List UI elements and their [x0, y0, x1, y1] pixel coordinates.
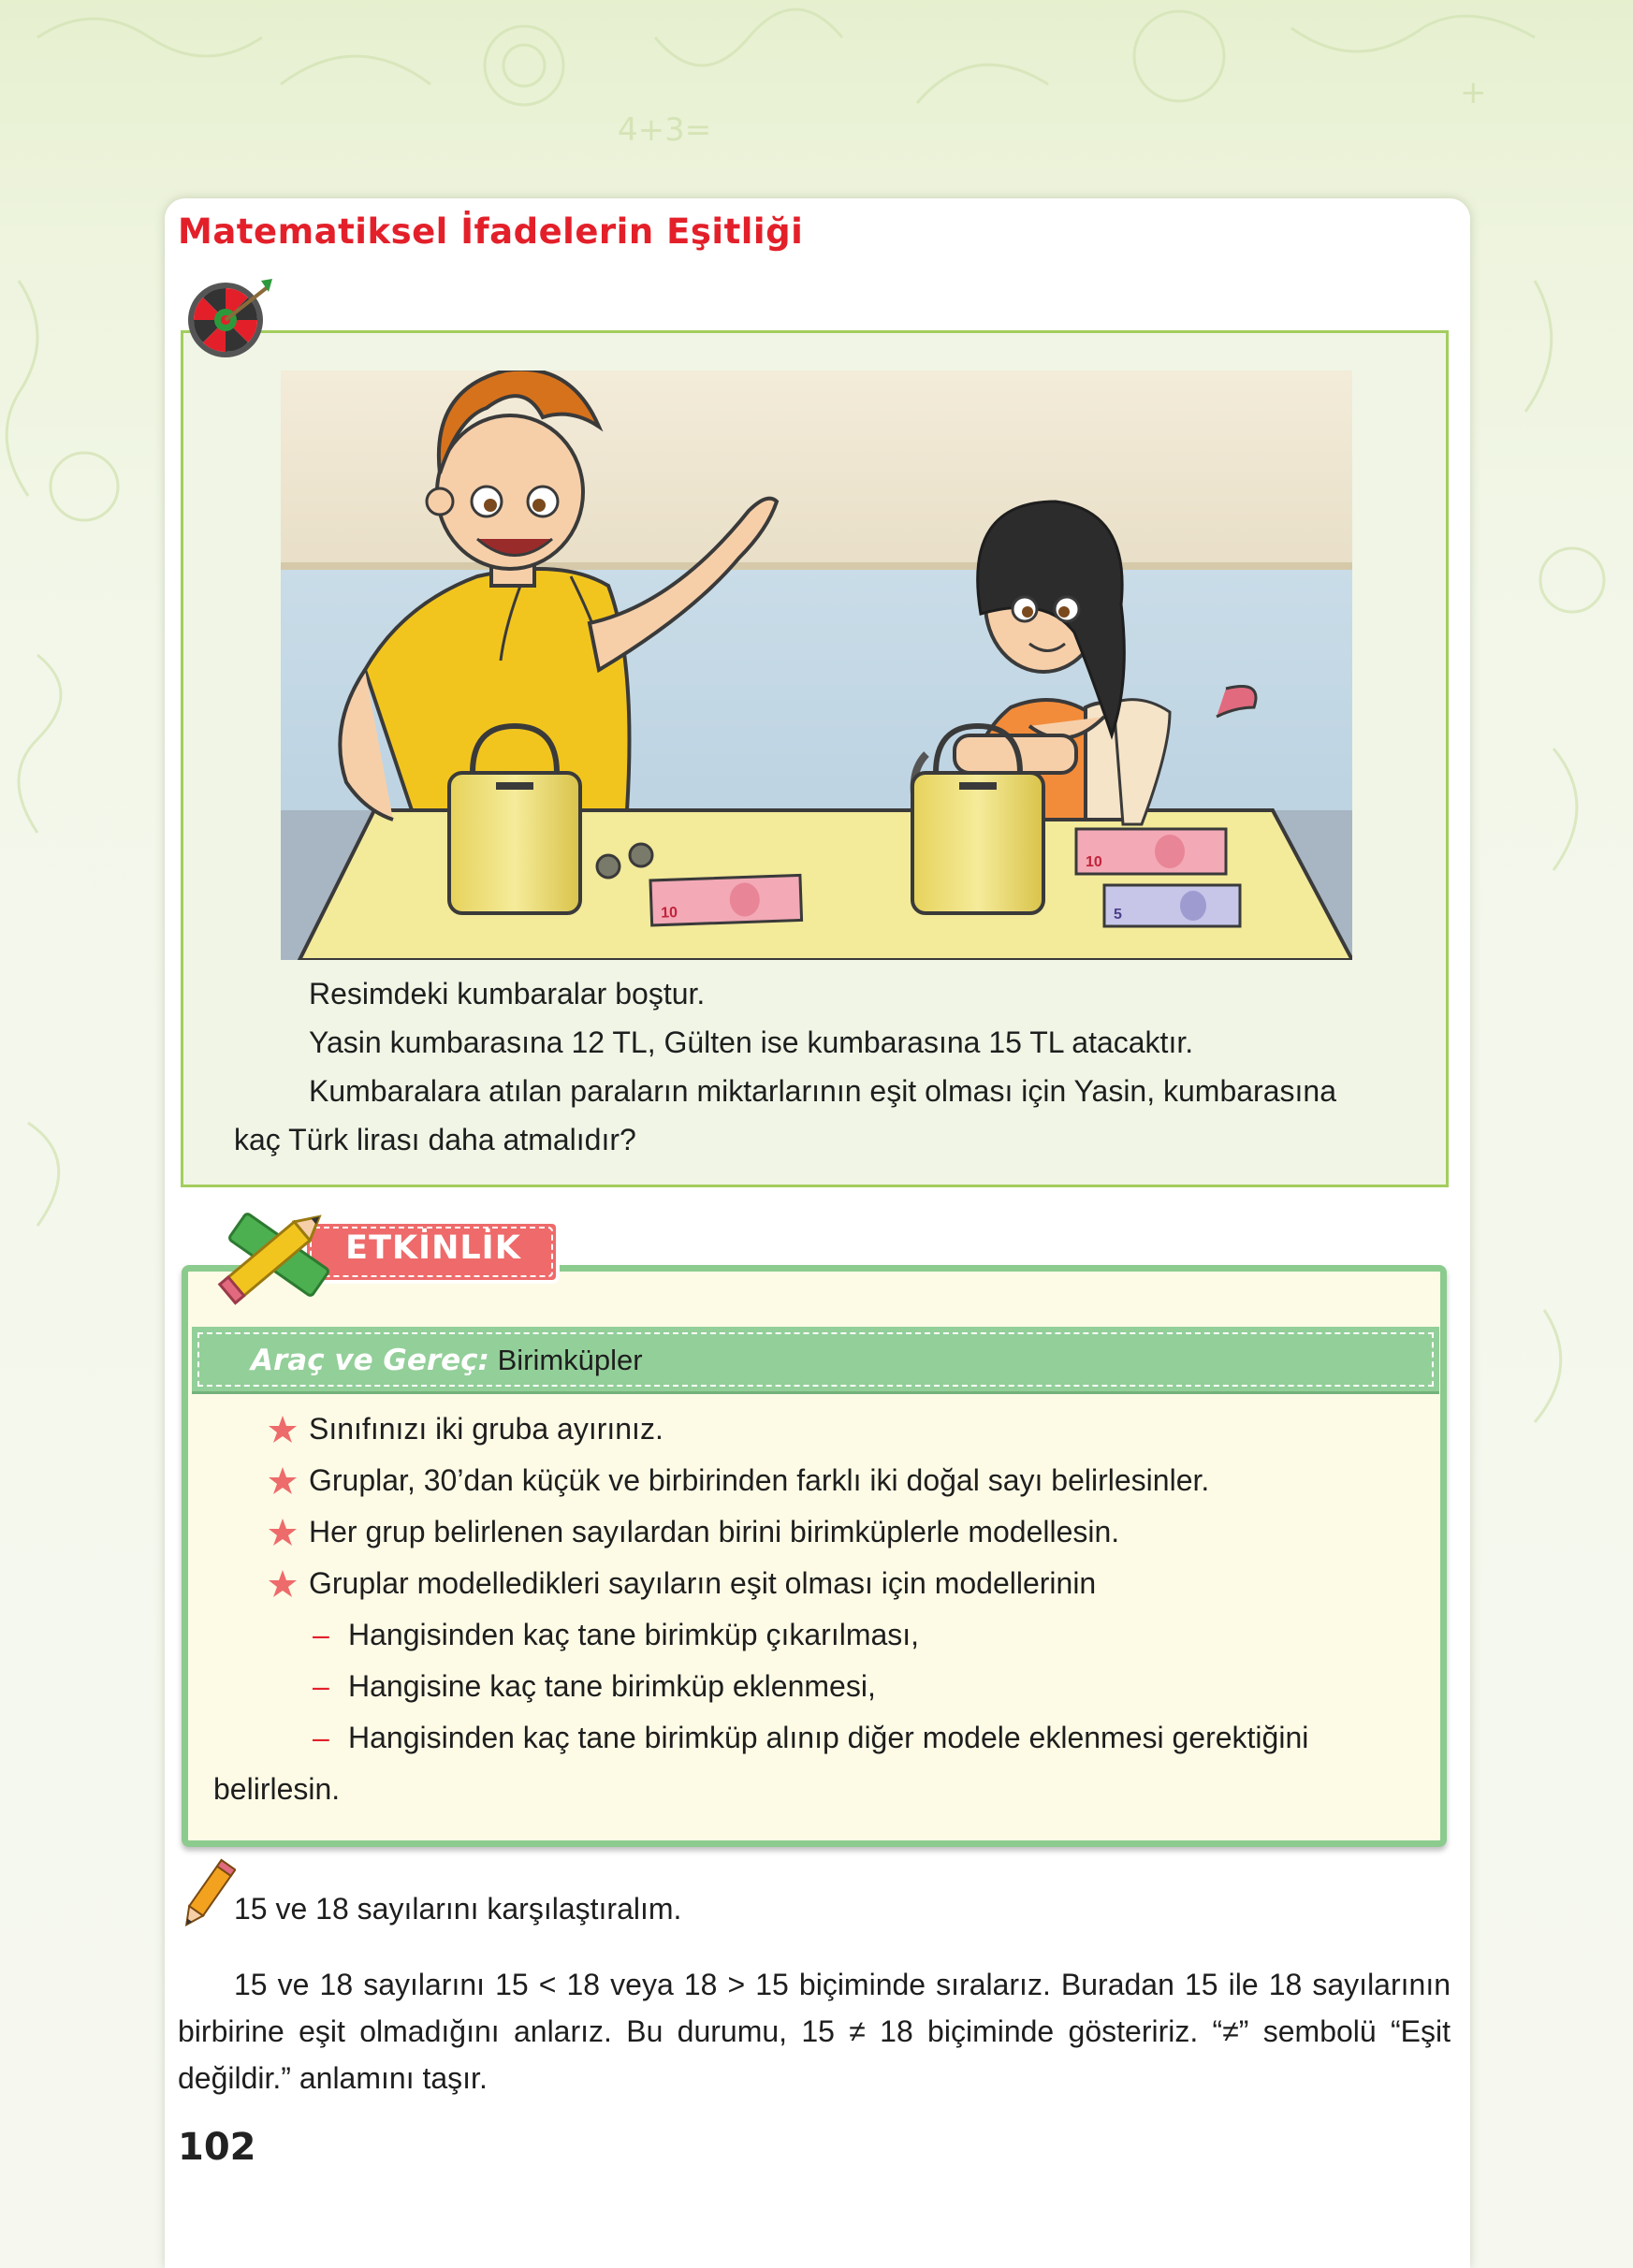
section-title: Matematiksel İfadelerin Eşitliği — [178, 211, 804, 252]
sub-item — [211, 1712, 1437, 1764]
list-item-text: Sınıfınızı iki gruba ayırınız. — [309, 1412, 663, 1446]
list-tail: belirlesin. — [213, 1772, 341, 1806]
list-item — [211, 1558, 1437, 1609]
intro-line-3: Kumbaralara atılan paraların miktarlarının eşit olması için Yasin, kumbarasına kaç Türk lirası daha atmalıdır? — [234, 1074, 1336, 1156]
star-icon — [268, 1415, 298, 1445]
star-icon — [268, 1466, 298, 1496]
list-item-text: Gruplar modelledikleri sayıların eşit olması için modellerinin — [309, 1566, 1097, 1600]
activity-badge-label: ETKİNLİK — [345, 1229, 521, 1267]
svg-text:10: 10 — [1086, 854, 1102, 870]
sub-item-text: Hangisine kaç tane birimküp eklenmesi, — [348, 1669, 876, 1703]
list-item — [211, 1506, 1437, 1558]
star-icon — [268, 1518, 298, 1548]
activity-list — [211, 1403, 1437, 1815]
svg-text:4+3=: 4+3= — [618, 111, 712, 149]
svg-text:5: 5 — [1114, 907, 1122, 923]
page-number: 102 — [178, 2126, 256, 2169]
intro-text — [234, 969, 1385, 1164]
dash-marker: – — [313, 1618, 329, 1651]
list-item — [211, 1403, 1437, 1455]
dartboard-icon — [184, 273, 274, 363]
tools-key: Araç ve Gereç: — [251, 1344, 489, 1377]
intro-line-1: Resimdeki kumbaralar boştur. — [309, 977, 706, 1010]
dash-marker: – — [313, 1669, 329, 1703]
tools-value: Birimküpler — [488, 1344, 643, 1376]
list-item-text: Her grup belirlenen sayılardan birini birimküplerle modellesin. — [309, 1515, 1120, 1548]
svg-text:+: + — [1460, 74, 1487, 111]
star-icon — [268, 1569, 298, 1599]
explanation-paragraph: 15 ve 18 sayılarını 15 < 18 veya 18 > 15 biçiminde sıralarız. Buradan 15 ile 18 sayılarının birbirine eşit olmadığını anlarız. Bu durumu, 15 ≠ 18 biçiminde gösteririz. “≠” sembolü “Eşit değildir.” anlamını taşır. — [178, 1968, 1451, 2095]
list-item-text: Gruplar, 30’dan küçük ve birbirinden farklı iki doğal sayı belirlesinler. — [309, 1463, 1210, 1497]
svg-text:10: 10 — [660, 905, 678, 922]
compare-heading: 15 ve 18 sayılarını karşılaştıralım. — [234, 1892, 682, 1926]
dash-marker: – — [313, 1721, 329, 1754]
pencil-icon — [178, 1856, 236, 1935]
list-item — [211, 1455, 1437, 1506]
money-box-illustration — [281, 371, 1352, 960]
sub-item-text: Hangisinden kaç tane birimküp çıkarılması, — [348, 1618, 920, 1651]
sub-item-text: Hangisinden kaç tane birimküp alınıp diğer modele eklenmesi gerektiğini — [348, 1721, 1309, 1754]
sub-item — [211, 1661, 1437, 1712]
sub-item — [211, 1609, 1437, 1661]
intro-line-2: Yasin kumbarasına 12 TL, Gülten ise kumbarasına 15 TL atacaktır. — [309, 1025, 1194, 1059]
tools-label — [251, 1342, 643, 1379]
